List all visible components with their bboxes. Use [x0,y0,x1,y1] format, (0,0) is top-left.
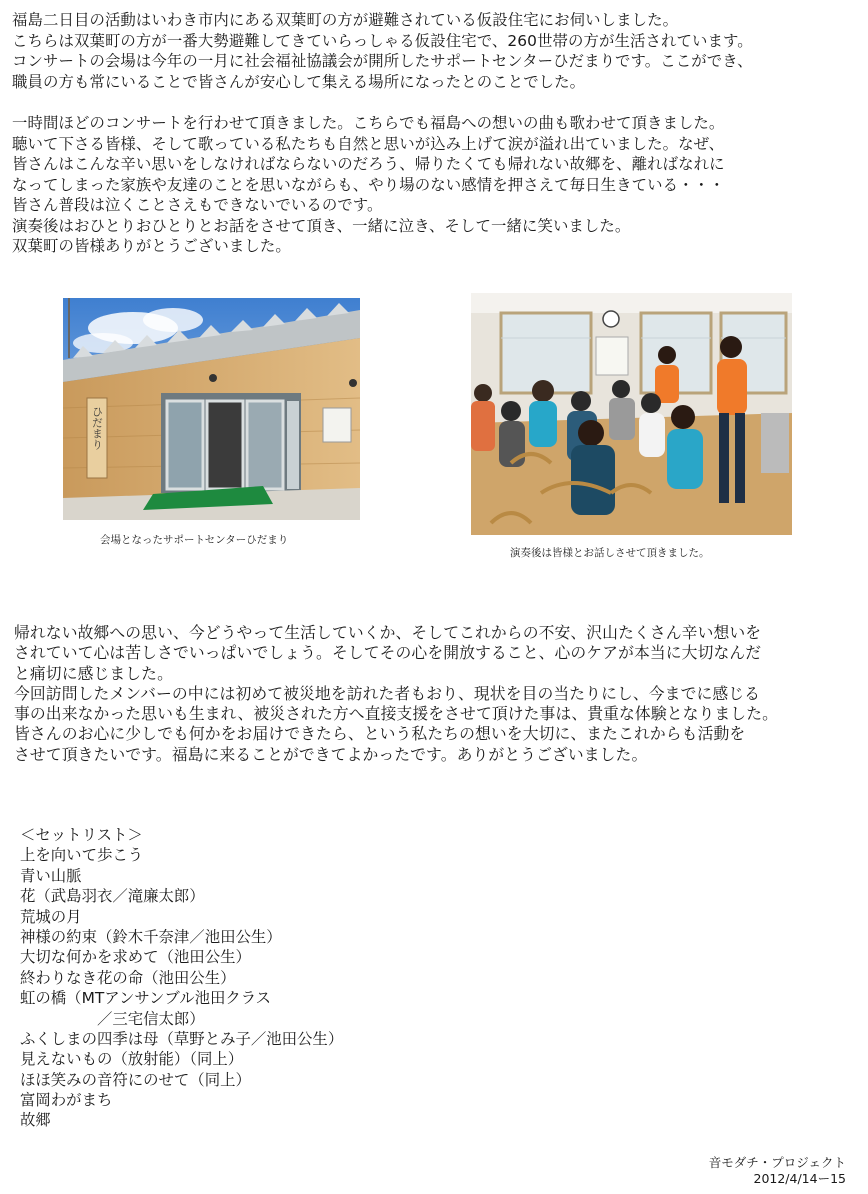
setlist-item: 大切な何かを求めて（池田公生） [20,948,251,967]
setlist-item: 上を向いて歩こう [20,846,144,865]
setlist-item: ／三宅信太郎） [20,1009,205,1028]
text-line: コンサートの会場は今年の一月に社会福祉協議会が開所したサポートセンターひだまりです。ここができ、 [12,52,753,70]
text-line: こちらは双葉町の方が一番大勢避難してきていらっしゃる仮設住宅で、260世帯の方が生活されています。 [12,31,753,50]
support-center-photo [63,298,360,520]
setlist-item: 故郷 [20,1111,51,1130]
text-line: 皆さんのお心に少しでも何かをお届けできたら、という私たちの想いを大切に、またこれからも活動を [14,724,746,744]
text-line: 演奏後はおひとりおひとりとお話をさせて頂き、一緒に泣き、そして一緒に笑いました。 [12,216,631,235]
residents-conversation-photo [471,293,792,535]
setlist-item: 神様の約束（鈴木千奈津／池田公生） [20,927,282,946]
concert-paragraph [12,113,862,257]
signature [709,1155,846,1187]
text-line: 双葉町の皆様ありがとうございました。 [12,237,291,255]
setlist-item: ほほ笑みの音符にのせて（同上） [20,1070,251,1089]
setlist-item: 見えないもの（放射能）（同上） [20,1050,244,1069]
text-line: 職員の方も常にいることで皆さんが安心して集える場所になったとのことでした。 [12,72,586,91]
signature-date: 2012/4/14ー15 [753,1171,846,1186]
text-line: 聴いて下さる皆様、そして歌っている私たちも自然と思いが込み上げて涙が溢れ出ていました。なぜ、 [12,134,725,153]
photo-caption: 演奏後は皆様とお話しさせて頂きました。 [510,547,710,559]
text-line: 今回訪問したメンバーの中には初めて被災地を訪れた者もおり、現状を目の当たりにし、今までに感じる [14,683,761,703]
setlist-item: 虹の橋（MTアンサンブル池田クラス [20,989,272,1008]
setlist-item: 花（武島羽衣／滝廉太郎） [20,887,205,906]
setlist-item: 富岡わがまち [20,1091,113,1110]
setlist-item: 終わりなき花の命（池田公生） [20,968,236,987]
intro-paragraph [12,10,862,92]
text-line: 福島二日目の活動はいわき市内にある双葉町の方が避難されている仮設住宅にお伺いしました。 [12,11,679,29]
text-line: 皆さんはこんな辛い思いをしなければならないのだろう、帰りたくても帰れない故郷を、離ればなれに [12,155,725,173]
text-line: と痛切に感じました。 [14,663,173,683]
reflection-paragraph [14,623,864,765]
setlist-title: ＜セットリスト＞ [20,826,143,844]
text-line: 一時間ほどのコンサートを行わせて頂きました。こちらでも福島への想いの曲も歌わせて頂きました。 [12,114,725,132]
photo-caption: 会場となったサポートセンターひだまり [100,534,289,546]
building-sign-text: ひだまり [90,406,104,450]
text-line: 事の出来なかった思いも生まれ、被災された方へ直接支援をさせて頂けた事は、貴重な体験となりました。 [14,704,778,724]
text-line: 帰れない故郷への思い、今どうやって生活していくか、そしてこれからの不安、沢山たくさん辛い想いを [14,623,762,642]
setlist-item: 荒城の月 [20,907,82,926]
text-line: されていて心は苦しさでいっぱいでしょう。そしてその心を開放すること、心のケアが本当に大切なんだ [14,643,762,663]
setlist-item: 青い山脈 [20,866,82,885]
text-line: 皆さん普段は泣くことさえもできないでいるのです。 [12,196,383,214]
setlist-item: ふくしまの四季は母（草野とみ子／池田公生） [20,1029,344,1048]
signature-org: 音モダチ・プロジェクト [708,1155,846,1170]
setlist [20,825,343,1131]
text-line: なってしまった家族や友達のことを思いながらも、やり場のない感情を押さえて毎日生きている・・・ [12,175,725,194]
text-line: させて頂きたいです。福島に来ることができてよかったです。ありがとうございました。 [14,744,648,764]
